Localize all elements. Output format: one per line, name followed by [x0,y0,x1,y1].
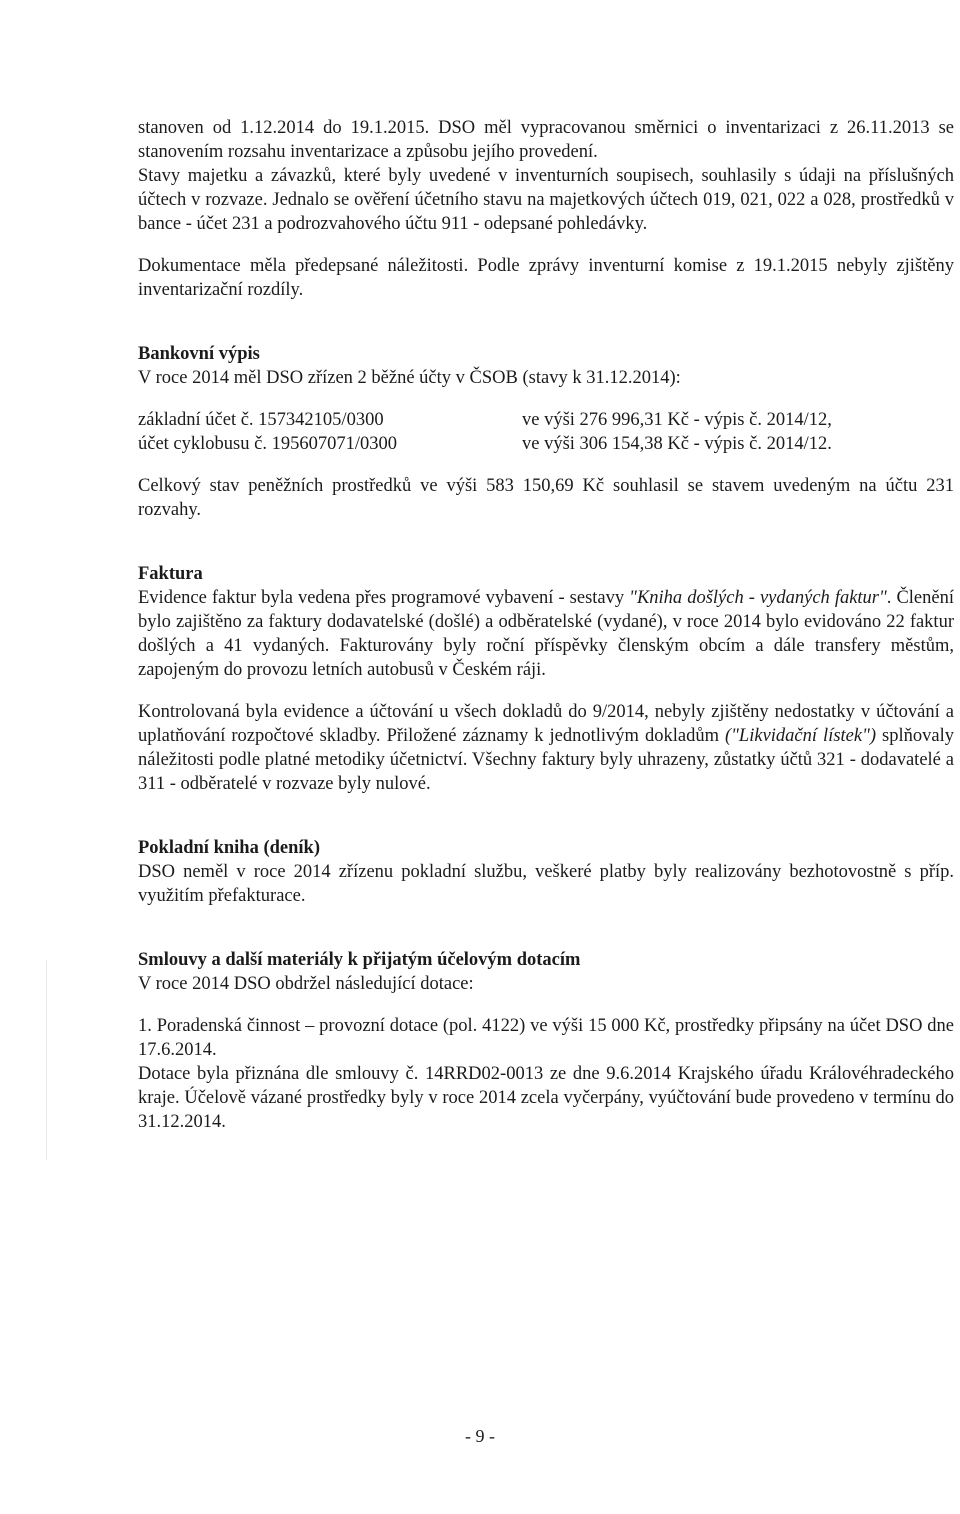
contracts-heading: Smlouvy a další materiály k přijatým účelovým dotacím [138,950,581,970]
contracts-intro: V roce 2014 DSO obdržel následující dotace: [138,974,474,994]
invoice-p2-a: Kontrolovaná byla evidence a účtování u všech dokladů do 9/2014, nebyly zjištěny nedostatky v účtování a uplatňování rozpočtové skladby. Přiložené záznamy k jednotlivým dokladům [138,702,954,746]
cashbook-heading: Pokladní kniha (deník) [138,838,320,858]
bank-accounts [138,408,954,456]
bank-intro: V roce 2014 měl DSO zřízen 2 běžné účty v ČSOB (stavy k 31.12.2014): [138,368,681,388]
invoice-p2-em: ("Likvidační lístek") [725,726,877,746]
contracts-item-1: 1. Poradenská činnost – provozní dotace (pol. 4122) ve výši 15 000 Kč, prostředky připsány na účet DSO dne 17.6.2014. [138,1016,954,1060]
intro-paragraph-2: Stavy majetku a závazků, které byly uvedené v inventurních soupisech, souhlasily s údaji na příslušných účtech v rozvaze. Jednalo se ověření účetního stavu na majetkových účtech 019, 021, 022 a 028, prostředků v bance - účet 231 a podrozvahového účtu 911 - odepsané pohledávky. [138,166,954,234]
invoice-heading: Faktura [138,564,203,584]
invoice-p1-em: "Kniha došlých - vydaných faktur" [629,588,887,608]
intro-paragraph-3: Dokumentace měla předepsané náležitosti. Podle zprávy inventurní komise z 19.1.2015 nebyly zjištěny inventarizační rozdíly. [138,256,954,300]
account-value-2: ve výši 306 154,38 Kč - výpis č. 2014/12. [522,434,832,454]
scan-artifact-left [46,960,47,1160]
cashbook-paragraph: DSO neměl v roce 2014 zřízenu pokladní službu, veškeré platby byly realizovány bezhotovostně s příp. využitím přefakturace. [138,862,954,906]
account-label-1: základní účet č. 157342105/0300 [138,410,384,430]
bank-heading: Bankovní výpis [138,344,260,364]
page-number: - 9 - [465,1426,495,1446]
invoice-p2-b: splňovaly náležitosti podle platné metodiky účetnictví. Všechny faktury byly uhrazeny, zůstatky účtů 321 - dodavatelé a 311 - odběratelé v rozvaze byly nulové. [138,726,955,794]
invoice-p1-b: . Členění bylo zajištěno za faktury dodavatelské (došlé) a odběratelské (vydané), v roce 2014 bylo evidováno 22 faktur došlých a 41 vydaných. Fakturovány byly roční příspěvky členským obcím a dále transfery městům, zapojeným do provozu letních autobusů v Českém ráji. [138,588,954,680]
invoice-paragraph-1 [138,586,954,682]
invoice-p1-a: Evidence faktur byla vedena přes programové vybavení - sestavy [138,588,630,608]
account-label-2: účet cyklobusu č. 195607071/0300 [138,434,397,454]
invoice-paragraph-2 [138,700,954,796]
intro-paragraph-1: stanoven od 1.12.2014 do 19.1.2015. DSO měl vypracovanou směrnici o inventarizaci z 26.11.2013 se stanovením rozsahu inventarizace a způsobu jejího provedení. [138,118,954,162]
account-value-1: ve výši 276 996,31 Kč - výpis č. 2014/12, [522,410,832,430]
contracts-item-1-detail: Dotace byla přiznána dle smlouvy č. 14RRD02-0013 ze dne 9.6.2014 Krajského úřadu Královéhradeckého kraje. Účelově vázané prostředky byly v roce 2014 zcela vyčerpány, vyúčtování bude provedeno v termínu do 31.12.2014. [138,1064,954,1132]
document-body [138,116,954,1134]
bank-summary: Celkový stav peněžních prostředků ve výši 583 150,69 Kč souhlasil se stavem uvedeným na účtu 231 rozvahy. [138,476,954,520]
